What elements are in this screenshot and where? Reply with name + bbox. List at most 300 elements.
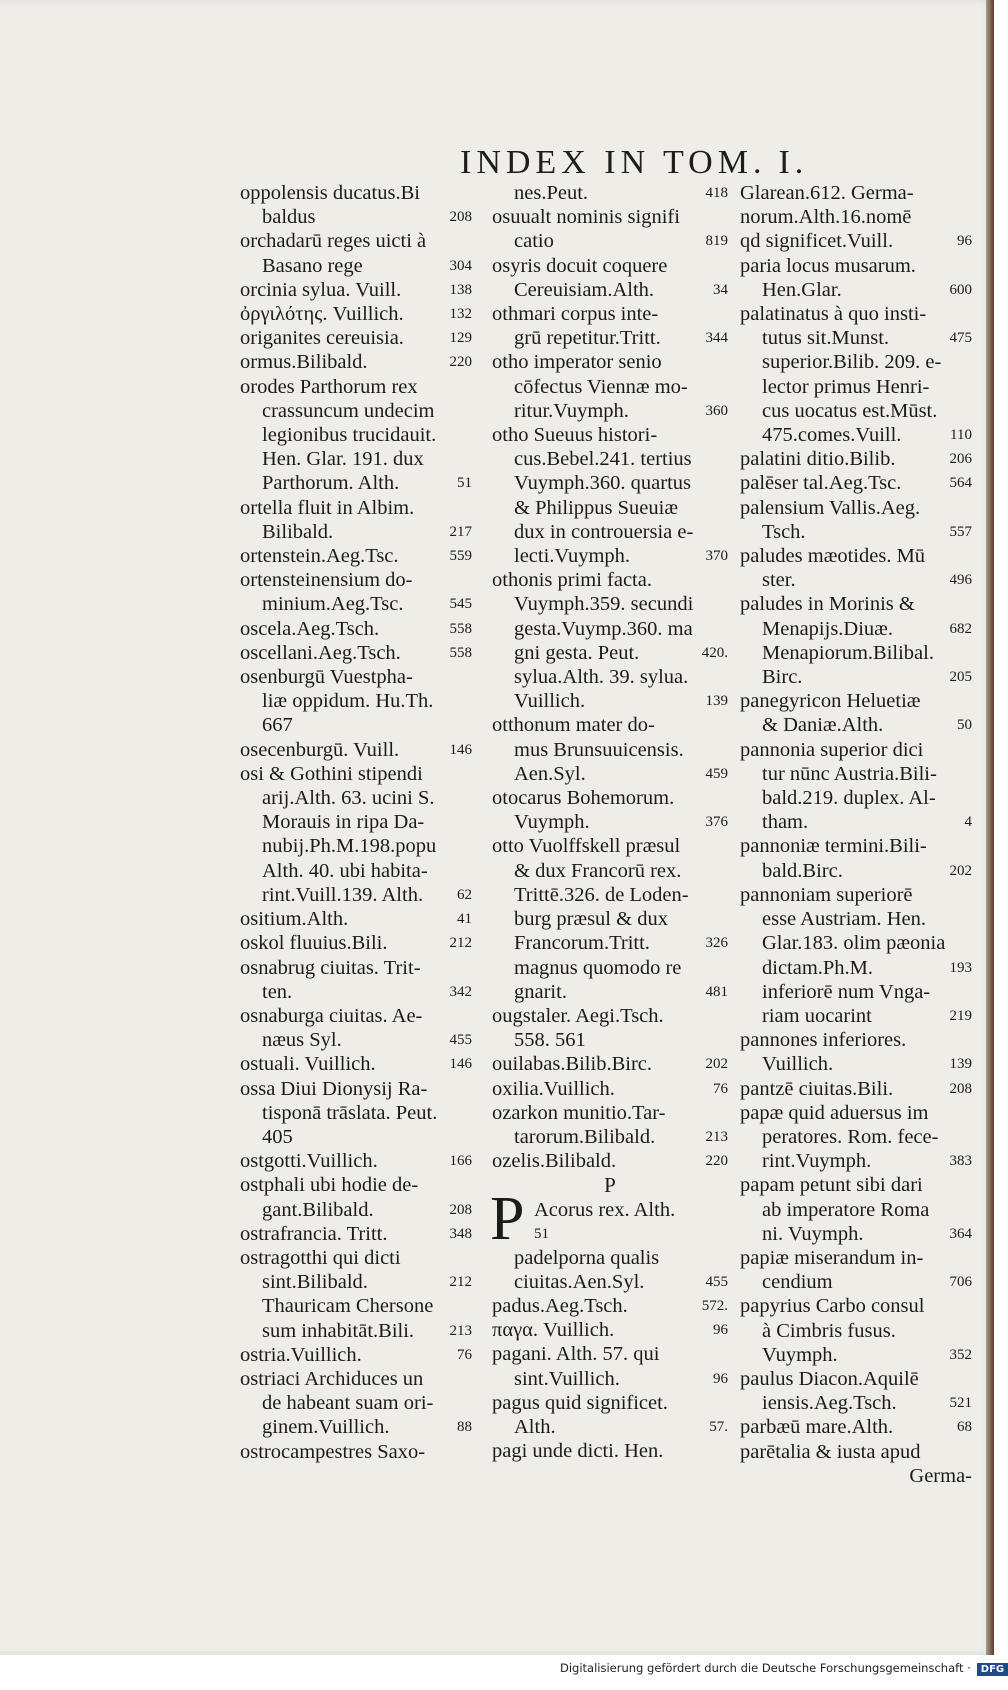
- entry-text: 475.comes.Vuill.: [762, 424, 902, 447]
- entry-text: Birc.: [762, 666, 803, 689]
- index-entry-line: [740, 1222, 972, 1246]
- page-number: 96: [713, 1322, 728, 1339]
- index-entry-line: [240, 713, 472, 737]
- drop-cap: P: [490, 1184, 525, 1253]
- entry-text: παγα. Vuillich.: [492, 1319, 615, 1342]
- entry-text: papiæ miserandum in-: [740, 1246, 924, 1269]
- index-entry-line: [240, 980, 472, 1004]
- page-number: 304: [449, 257, 472, 274]
- index-entry-line: [492, 810, 728, 834]
- index-entry-line: [492, 1270, 728, 1294]
- entry-text: otto Vuolffskell præsul: [492, 835, 681, 858]
- page-number: 348: [449, 1225, 472, 1242]
- page-number: 521: [949, 1395, 972, 1412]
- index-entry-line: [492, 592, 728, 616]
- index-entry-line: [240, 786, 472, 810]
- entry-text: & Daniæ.Alth.: [762, 714, 884, 737]
- entry-text: paria locus musarum.: [740, 254, 916, 277]
- page-number: 208: [449, 1201, 472, 1218]
- page-number: 558: [449, 620, 472, 637]
- entry-text: iensis.Aeg.Tsch.: [762, 1392, 897, 1415]
- index-entry-line: [740, 1052, 972, 1076]
- entry-text: oppolensis ducatus.Bi: [240, 182, 420, 204]
- entry-text: ouilabas.Bilib.Birc.: [492, 1053, 652, 1076]
- entry-text: Vuymph.359. secundi: [514, 593, 694, 616]
- entry-text: ozelis.Bilibald.: [492, 1150, 617, 1173]
- index-entry-line: [740, 496, 972, 520]
- index-column-3: [740, 181, 972, 1488]
- entry-text: Basano rege: [262, 254, 363, 277]
- entry-text: dictam.Ph.M.: [762, 956, 874, 979]
- page-number: 220: [449, 354, 472, 371]
- index-entry-line: [240, 907, 472, 931]
- entry-text: Francorum.Tritt.: [514, 932, 650, 955]
- index-entry-line: [240, 1294, 472, 1318]
- index-entry-line: [240, 229, 472, 253]
- page-number: 51: [534, 1225, 549, 1242]
- page-number: 88: [457, 1419, 472, 1436]
- entry-text: panegyricon Heluetiæ: [740, 690, 921, 713]
- index-entry-line: [740, 1343, 972, 1367]
- index-entry-line: [492, 617, 728, 641]
- entry-text: nubij.Ph.M.198.popu: [262, 835, 437, 858]
- index-entry-line: [492, 1052, 728, 1076]
- entry-text: sum inhabitāt.Bili.: [262, 1319, 415, 1342]
- page-number: 212: [449, 935, 472, 952]
- entry-text: pagus quid significet.: [492, 1391, 668, 1414]
- page-number: 217: [449, 523, 472, 540]
- index-entry-line: [492, 1318, 728, 1342]
- index-entry: [490, 1184, 728, 1253]
- page-number: 202: [705, 1056, 728, 1073]
- entry-text: ortella fluit in Albim.: [240, 496, 415, 519]
- entry-text: paludes in Morinis &: [740, 593, 915, 616]
- index-entry-line: [740, 1440, 972, 1464]
- index-entry-line: [740, 1125, 972, 1149]
- index-entry-line: [740, 1149, 972, 1173]
- index-entry-line: [240, 1052, 472, 1076]
- page-number: 57.: [709, 1418, 728, 1435]
- index-entry-line: [240, 641, 472, 665]
- index-entry-line: [740, 423, 972, 447]
- index-entry-line: [492, 326, 728, 350]
- entry-text: gni gesta. Peut.: [514, 641, 640, 664]
- entry-text: catio: [514, 230, 554, 253]
- index-entry-line: [492, 1415, 728, 1439]
- index-entry-line: [740, 617, 972, 641]
- page-number: 557: [949, 523, 972, 540]
- index-entry-line: [740, 762, 972, 786]
- index-entry-line: [740, 1173, 972, 1197]
- page-number: 326: [705, 935, 728, 952]
- index-entry-line: [240, 1391, 472, 1415]
- header-title: INDEX IN TOM.: [460, 144, 767, 181]
- page-number: 364: [949, 1225, 972, 1242]
- index-entry-line: [492, 956, 728, 980]
- entry-text: osenburgū Vuestpha-: [240, 666, 413, 689]
- entry-text: pantzē ciuitas.Bili.: [740, 1077, 894, 1100]
- entry-text: papyrius Carbo consul: [740, 1295, 925, 1318]
- entry-text: padelporna qualis: [514, 1246, 660, 1269]
- index-entry-line: [240, 665, 472, 689]
- entry-text: peratores. Rom. fece-: [762, 1125, 939, 1148]
- entry-text: qd significet.Vuill.: [740, 230, 894, 253]
- page-number: 819: [705, 233, 728, 250]
- index-entry-line: [492, 1125, 728, 1149]
- entry-text: sylua.Alth. 39. sylua.: [514, 666, 689, 689]
- page-number: 146: [449, 1056, 472, 1073]
- entry-text: paulus Diacon.Aquilē: [740, 1367, 919, 1390]
- entry-text: cendium: [762, 1271, 833, 1294]
- index-entry-line: [740, 1294, 972, 1318]
- index-entry-line: [240, 931, 472, 955]
- entry-text: lector primus Henri-: [762, 375, 930, 398]
- page-number: 572.: [701, 1297, 728, 1314]
- entry-text: papam petunt sibi dari: [740, 1174, 923, 1197]
- entry-text: ni. Vuymph.: [762, 1222, 864, 1245]
- index-entry-line: [492, 713, 728, 737]
- index-entry-line: [240, 1222, 472, 1246]
- index-entry-line: [240, 254, 472, 278]
- entry-text: Glarean.612. Germa-: [740, 182, 914, 204]
- index-entry-line: [240, 350, 472, 374]
- page-number: 455: [705, 1273, 728, 1290]
- index-entry-line: [740, 375, 972, 399]
- entry-text: oxilia.Vuillich.: [492, 1077, 615, 1100]
- entry-text: legionibus trucidauit.: [262, 424, 437, 447]
- page-number: 132: [449, 306, 472, 323]
- entry-text: Vuillich.: [762, 1053, 834, 1076]
- entry-text: Tsch.: [762, 520, 806, 543]
- entry-text: ositium.Alth.: [240, 908, 349, 931]
- entry-text: osi & Gothini stipendi: [240, 762, 423, 785]
- index-entry-line: [492, 1439, 728, 1463]
- page-number: 418: [705, 185, 728, 201]
- entry-text: ten.: [262, 980, 293, 1003]
- entry-text: Vuymph.360. quartus: [514, 472, 691, 495]
- page-number: 352: [949, 1346, 972, 1363]
- index-entry-line: [492, 1028, 728, 1052]
- index-entry-line: [740, 229, 972, 253]
- index-entry-line: [492, 665, 728, 689]
- index-entry-line: [740, 1464, 972, 1488]
- entry-text: pannonia superior dici: [740, 738, 924, 761]
- index-entry-line: [740, 205, 972, 229]
- index-entry-line: [492, 181, 728, 205]
- entry-text: palensium Vallis.Aeg.: [740, 496, 921, 519]
- entry-text: Morauis in ripa Da-: [262, 811, 425, 834]
- index-entry-line: [240, 447, 472, 471]
- entry-text: ab imperatore Roma: [762, 1198, 930, 1221]
- entry-text: Aen.Syl.: [514, 762, 586, 785]
- index-entry-line: [492, 254, 728, 278]
- page-number: 68: [957, 1419, 972, 1436]
- entry-text: Menapijs.Diuæ.: [762, 617, 893, 640]
- index-entry-line: [240, 1149, 472, 1173]
- index-entry-line: [492, 834, 728, 858]
- index-entry-line: [240, 592, 472, 616]
- index-entry-line: [740, 350, 972, 374]
- page-number: 376: [705, 814, 728, 831]
- index-entry-line: [240, 1004, 472, 1028]
- page-number: 219: [949, 1007, 972, 1024]
- footer-text: Digitalisierung gefördert durch die Deutsche Forschungsgemeinschaft ·: [560, 1661, 971, 1675]
- index-entry-line: [240, 375, 472, 399]
- index-entry-line: [740, 907, 972, 931]
- entry-text: Alth.: [514, 1415, 556, 1438]
- entry-text: osecenburgū. Vuill.: [240, 738, 400, 761]
- section-letter: P: [604, 1173, 616, 1198]
- entry-text: norum.Alth.16.nomē: [740, 206, 912, 229]
- page-number: 206: [949, 451, 972, 468]
- index-entry-line: [240, 181, 472, 205]
- index-entry-line: [240, 399, 472, 423]
- index-entry-line: [240, 496, 472, 520]
- index-entry-line: [740, 181, 972, 205]
- entry-text: ritur.Vuymph.: [514, 399, 629, 422]
- entry-text: crassuncum undecim: [262, 399, 435, 422]
- entry-text: nes.Peut.: [514, 182, 589, 204]
- index-entry-line: [240, 544, 472, 568]
- index-entry-line: [492, 496, 728, 520]
- page-header: [460, 144, 808, 182]
- entry-text: othmari corpus inte-: [492, 303, 659, 326]
- index-entry-line: [492, 762, 728, 786]
- page-number: 213: [449, 1322, 472, 1339]
- entry-text: ossa Diui Dionysij Ra-: [240, 1077, 428, 1100]
- entry-text: Glar.183. olim pæonia: [762, 932, 946, 955]
- entry-text: orodes Parthorum rex: [240, 375, 418, 398]
- page-number: 208: [449, 209, 472, 226]
- index-entry-line: [740, 786, 972, 810]
- page-number: 208: [949, 1080, 972, 1097]
- index-entry-line: [240, 1246, 472, 1270]
- index-entry-line: [740, 592, 972, 616]
- page-number: 138: [449, 281, 472, 298]
- entry-text: ὀργιλότης. Vuillich.: [240, 303, 404, 326]
- entry-text: palēser tal.Aeg.Tsc.: [740, 472, 902, 495]
- index-entry-line: [740, 883, 972, 907]
- entry-text: tham.: [762, 811, 809, 834]
- index-entry-line: [492, 1342, 728, 1366]
- entry-text: oskol fluuius.Bili.: [240, 932, 388, 955]
- entry-text: osnaburga ciuitas. Ae-: [240, 1004, 423, 1027]
- page-number: 110: [950, 427, 972, 444]
- index-entry-line: [740, 278, 972, 302]
- index-entry-line: [492, 931, 728, 955]
- entry-text: orcinia sylua. Vuill.: [240, 278, 402, 301]
- entry-text: dux in controuersia e-: [514, 520, 694, 543]
- index-entry-line: [740, 254, 972, 278]
- entry-text: minium.Aeg.Tsc.: [262, 593, 404, 616]
- index-entry-line: [240, 834, 472, 858]
- entry-text: & Philippus Sueuiæ: [514, 496, 679, 519]
- page-number: 146: [449, 741, 472, 758]
- index-entry-line: [240, 1319, 472, 1343]
- index-entry-line: [492, 641, 728, 665]
- page-number: 139: [705, 693, 728, 710]
- entry-text: ostrocampestres Saxo-: [240, 1440, 426, 1463]
- index-entry-line: [240, 956, 472, 980]
- page-number: 220: [705, 1153, 728, 1170]
- index-entry-line: [740, 544, 972, 568]
- entry-text: gnarit.: [514, 980, 567, 1003]
- index-entry-line: [240, 1440, 472, 1464]
- page-number: 459: [705, 765, 728, 782]
- entry-text: origanites cereuisia.: [240, 327, 404, 350]
- entry-text: othonis primi facta.: [492, 569, 652, 592]
- entry-text: ougstaler. Aegi.Tsch.: [492, 1004, 664, 1027]
- entry-text: de habeant suam ori-: [262, 1392, 434, 1415]
- page-number: 193: [949, 959, 972, 976]
- entry-text: cōfectus Viennæ mo-: [514, 375, 688, 398]
- index-entry-line: [492, 471, 728, 495]
- entry-text: ormus.Bilibald.: [240, 351, 368, 374]
- entry-text: cus uocatus est.Mūst.: [762, 399, 938, 422]
- header-tome: I.: [778, 144, 809, 181]
- entry-text: osyris docuit coquere: [492, 254, 668, 277]
- entry-text: otho Sueuus histori-: [492, 424, 658, 447]
- index-entry-line: [740, 399, 972, 423]
- entry-text: sint.Bilibald.: [262, 1271, 368, 1294]
- entry-text: lecti.Vuymph.: [514, 545, 631, 568]
- entry-text: parbæū mare.Alth.: [740, 1416, 894, 1439]
- index-entry-line: [492, 1077, 728, 1101]
- index-entry-line: [492, 520, 728, 544]
- index-entry-line: [740, 665, 972, 689]
- entry-text: ginem.Vuillich.: [262, 1416, 390, 1439]
- page-number: 41: [457, 911, 472, 928]
- index-entry-line: [740, 956, 972, 980]
- index-entry-line: [740, 859, 972, 883]
- page-number: 370: [705, 548, 728, 565]
- index-entry-line: [240, 1173, 472, 1197]
- index-entry-line: [492, 859, 728, 883]
- index-entry-line: [492, 738, 728, 762]
- page-number: 166: [449, 1153, 472, 1170]
- index-entry-line: [492, 350, 728, 374]
- entry-text: otocarus Bohemorum.: [492, 787, 675, 810]
- entry-text: paludes mæotides. Mū: [740, 545, 926, 568]
- entry-text: palatini ditio.Bilib.: [740, 448, 896, 471]
- page-number: 62: [457, 886, 472, 903]
- index-entry-line: [240, 278, 472, 302]
- index-entry-line: [240, 1270, 472, 1294]
- entry-text: ostgotti.Vuillich.: [240, 1150, 378, 1173]
- entry-text: pannoniæ termini.Bili-: [740, 835, 927, 858]
- entry-text: palatinatus à quo insti-: [740, 303, 927, 326]
- entry-text: Parthorum. Alth.: [262, 472, 400, 495]
- index-entry-line: [492, 544, 728, 568]
- index-entry-line: [740, 689, 972, 713]
- page-number: 212: [449, 1274, 472, 1291]
- index-entry-line: [492, 1391, 728, 1415]
- entry-text: baldus: [262, 206, 316, 229]
- page-number: 205: [949, 669, 972, 686]
- index-entry-line: [740, 931, 972, 955]
- entry-text: Vuymph.: [762, 1343, 838, 1366]
- page-number: 682: [949, 620, 972, 637]
- page-number: 360: [705, 402, 728, 419]
- entry-text: cus.Bebel.241. tertius: [514, 448, 692, 471]
- index-entry-line: [740, 1367, 972, 1391]
- page-number: 51: [457, 475, 472, 492]
- page-number: 139: [949, 1056, 972, 1073]
- index-entry-line: [740, 1077, 972, 1101]
- page-number: 496: [949, 572, 972, 589]
- entry-text: oscela.Aeg.Tsch.: [240, 617, 380, 640]
- index-entry-line: [740, 713, 972, 737]
- entry-text: pagani. Alth. 57. qui: [492, 1343, 660, 1366]
- index-entry-line: [240, 1198, 472, 1222]
- index-entry-line: [492, 1004, 728, 1028]
- page-number: 481: [705, 983, 728, 1000]
- index-entry-line: [240, 810, 472, 834]
- entry-text: ostuali. Vuillich.: [240, 1053, 376, 1076]
- entry-text: ciuitas.Aen.Syl.: [514, 1270, 645, 1293]
- entry-text: padus.Aeg.Tsch.: [492, 1294, 628, 1317]
- entry-text: & dux Francorū rex.: [514, 859, 682, 882]
- entry-text: liæ oppidum. Hu.Th.: [262, 690, 434, 713]
- entry-text: Hen.Glar.: [762, 278, 842, 301]
- index-entry-line: [492, 205, 728, 229]
- dfg-logo: DFG: [977, 1663, 1008, 1676]
- entry-text: mus Brunsuuicensis.: [514, 738, 684, 761]
- page-number: 50: [957, 717, 972, 734]
- index-entry-line: [492, 786, 728, 810]
- entry-text: Vuymph.: [514, 811, 590, 834]
- index-entry-line: [492, 278, 728, 302]
- entry-text: sint.Vuillich.: [514, 1367, 620, 1390]
- entry-text: tarorum.Bilibald.: [514, 1125, 656, 1148]
- index-entry-line: [240, 1077, 472, 1101]
- index-entry-line: [740, 834, 972, 858]
- page-number: 344: [705, 330, 728, 347]
- entry-text: gant.Bilibald.: [262, 1198, 374, 1221]
- entry-text: Cereuisiam.Alth.: [514, 278, 655, 301]
- entry-text: Trittē.326. de Loden-: [514, 883, 689, 906]
- entry-text: tisponā trāslata. Peut.: [262, 1101, 438, 1124]
- index-entry-line: [492, 1101, 728, 1125]
- index-entry-line: [740, 447, 972, 471]
- entry-text: bald.219. duplex. Al-: [762, 787, 936, 810]
- page-number: 34: [713, 281, 728, 298]
- index-entry-line: [492, 568, 728, 592]
- entry-text: ostriaci Archiduces un: [240, 1367, 424, 1390]
- index-entry-line: [740, 1391, 972, 1415]
- index-entry-line: [740, 641, 972, 665]
- page-number: 213: [705, 1128, 728, 1145]
- index-entry-line: [240, 1343, 472, 1367]
- index-entry-line: [492, 689, 728, 713]
- entry-text: tutus sit.Munst.: [762, 327, 890, 350]
- page-number: 600: [949, 281, 972, 298]
- entry-text: 667: [262, 714, 293, 737]
- entry-text: pagi unde dicti. Hen.: [492, 1440, 664, 1463]
- index-entry-line: [492, 302, 728, 326]
- index-entry-line: [240, 762, 472, 786]
- entry-text: papæ quid aduersus im: [740, 1101, 929, 1124]
- entry-text: rint.Vuill.139. Alth.: [262, 883, 424, 906]
- index-entry-line: [740, 738, 972, 762]
- index-column-2: [492, 181, 728, 1463]
- entry-text: 558. 561: [514, 1029, 586, 1052]
- index-entry-line: [740, 1415, 972, 1439]
- page-number: 202: [949, 862, 972, 879]
- index-entry-line: [240, 423, 472, 447]
- index-entry-line: [492, 447, 728, 471]
- entry-text: ostphali ubi hodie de-: [240, 1174, 419, 1197]
